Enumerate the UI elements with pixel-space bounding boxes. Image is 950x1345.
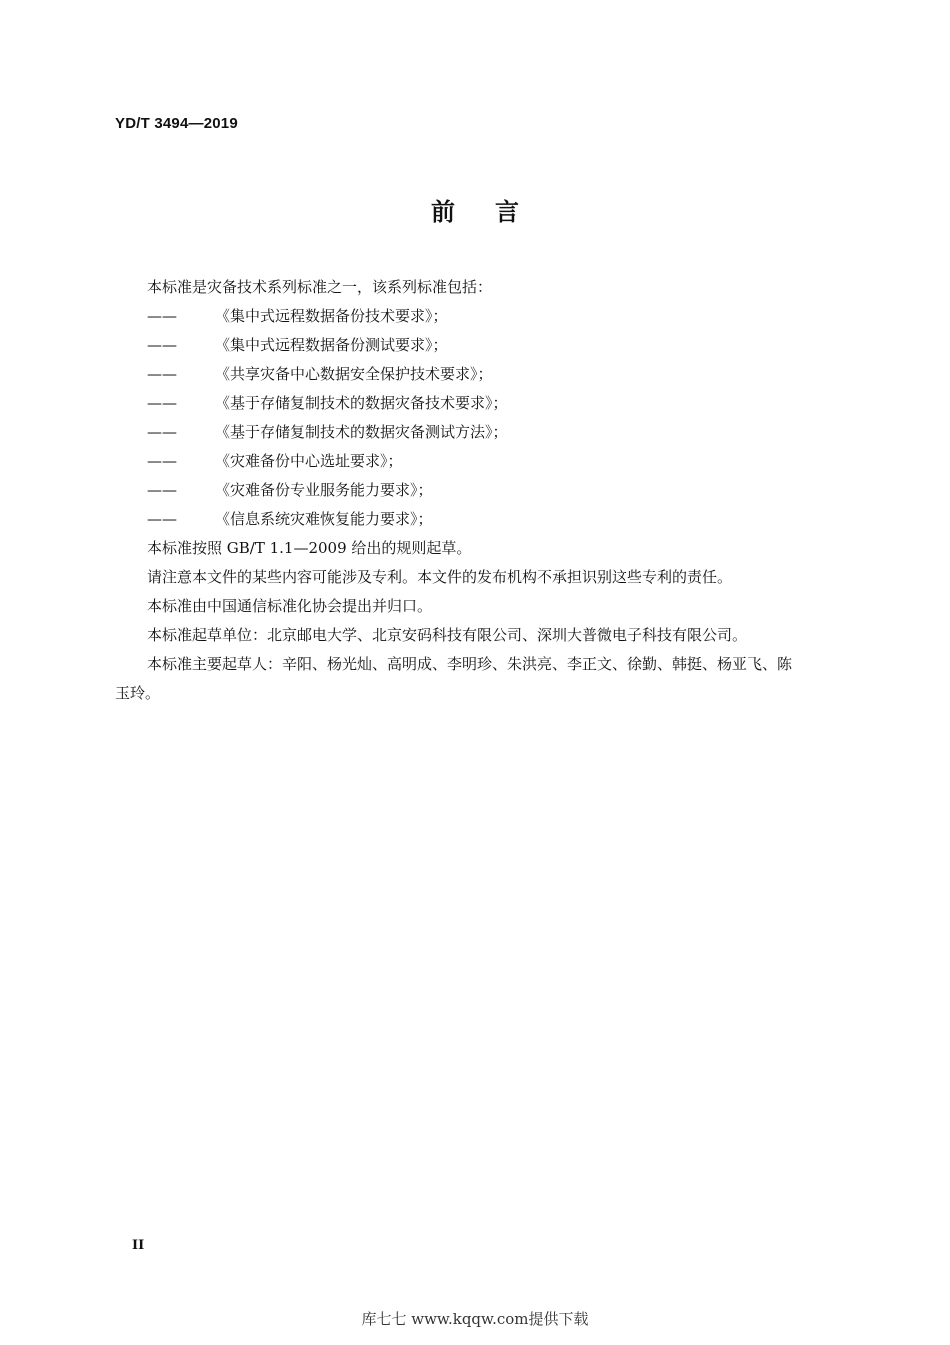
list-dash: —— (147, 307, 177, 325)
series-item-title: 《基于存储复制技术的数据灾备技术要求》； (215, 394, 508, 412)
page-title: 前言 (431, 197, 559, 226)
drafting-rule-paragraph: 本标准按照 GB/T 1.1—2009 给出的规则起草。 (147, 539, 472, 557)
list-dash: —— (147, 365, 177, 383)
proposer-paragraph: 本标准由中国通信标准化协会提出并归口。 (147, 597, 433, 615)
list-dash: —— (147, 394, 177, 412)
series-item (147, 509, 433, 529)
series-item (147, 364, 493, 384)
series-item-title: 《共享灾备中心数据安全保护技术要求》； (215, 365, 493, 383)
series-item (147, 451, 403, 471)
list-dash: —— (147, 510, 177, 528)
patent-notice-paragraph: 请注意本文件的某些内容可能涉及专利。本文件的发布机构不承担识别这些专利的责任。 (147, 568, 733, 586)
series-item-title: 《灾难备份中心选址要求》； (215, 452, 403, 470)
drafting-units-paragraph: 本标准起草单位：北京邮电大学、北京安码科技有限公司、深圳大普微电子科技有限公司。 (147, 626, 748, 644)
page-number: II (132, 1238, 145, 1253)
list-dash: —— (147, 452, 177, 470)
list-dash: —— (147, 423, 177, 441)
list-dash: —— (147, 336, 177, 354)
series-item (147, 480, 433, 500)
list-dash: —— (147, 481, 177, 499)
series-item (147, 393, 508, 413)
drafters-paragraph-continued: 玉玲。 (115, 684, 161, 702)
standard-code: YD/T 3494—2019 (115, 115, 238, 132)
series-item (147, 422, 508, 442)
drafters-paragraph: 本标准主要起草人：辛阳、杨光灿、高明成、李明珍、朱洪亮、李正文、徐勤、韩挺、杨亚飞、陈 (147, 655, 793, 673)
series-item-title: 《基于存储复制技术的数据灾备测试方法》； (215, 423, 508, 441)
series-item-title: 《集中式远程数据备份测试要求》； (215, 336, 448, 354)
download-watermark: 库七七 www.kqqw.com提供下载 (361, 1310, 589, 1328)
series-item-title: 《信息系统灾难恢复能力要求》； (215, 510, 433, 528)
series-intro: 本标准是灾备技术系列标准之一，该系列标准包括： (147, 278, 493, 296)
series-item-title: 《集中式远程数据备份技术要求》； (215, 307, 448, 325)
series-item-title: 《灾难备份专业服务能力要求》； (215, 481, 433, 499)
series-item (147, 306, 448, 326)
series-item (147, 335, 448, 355)
